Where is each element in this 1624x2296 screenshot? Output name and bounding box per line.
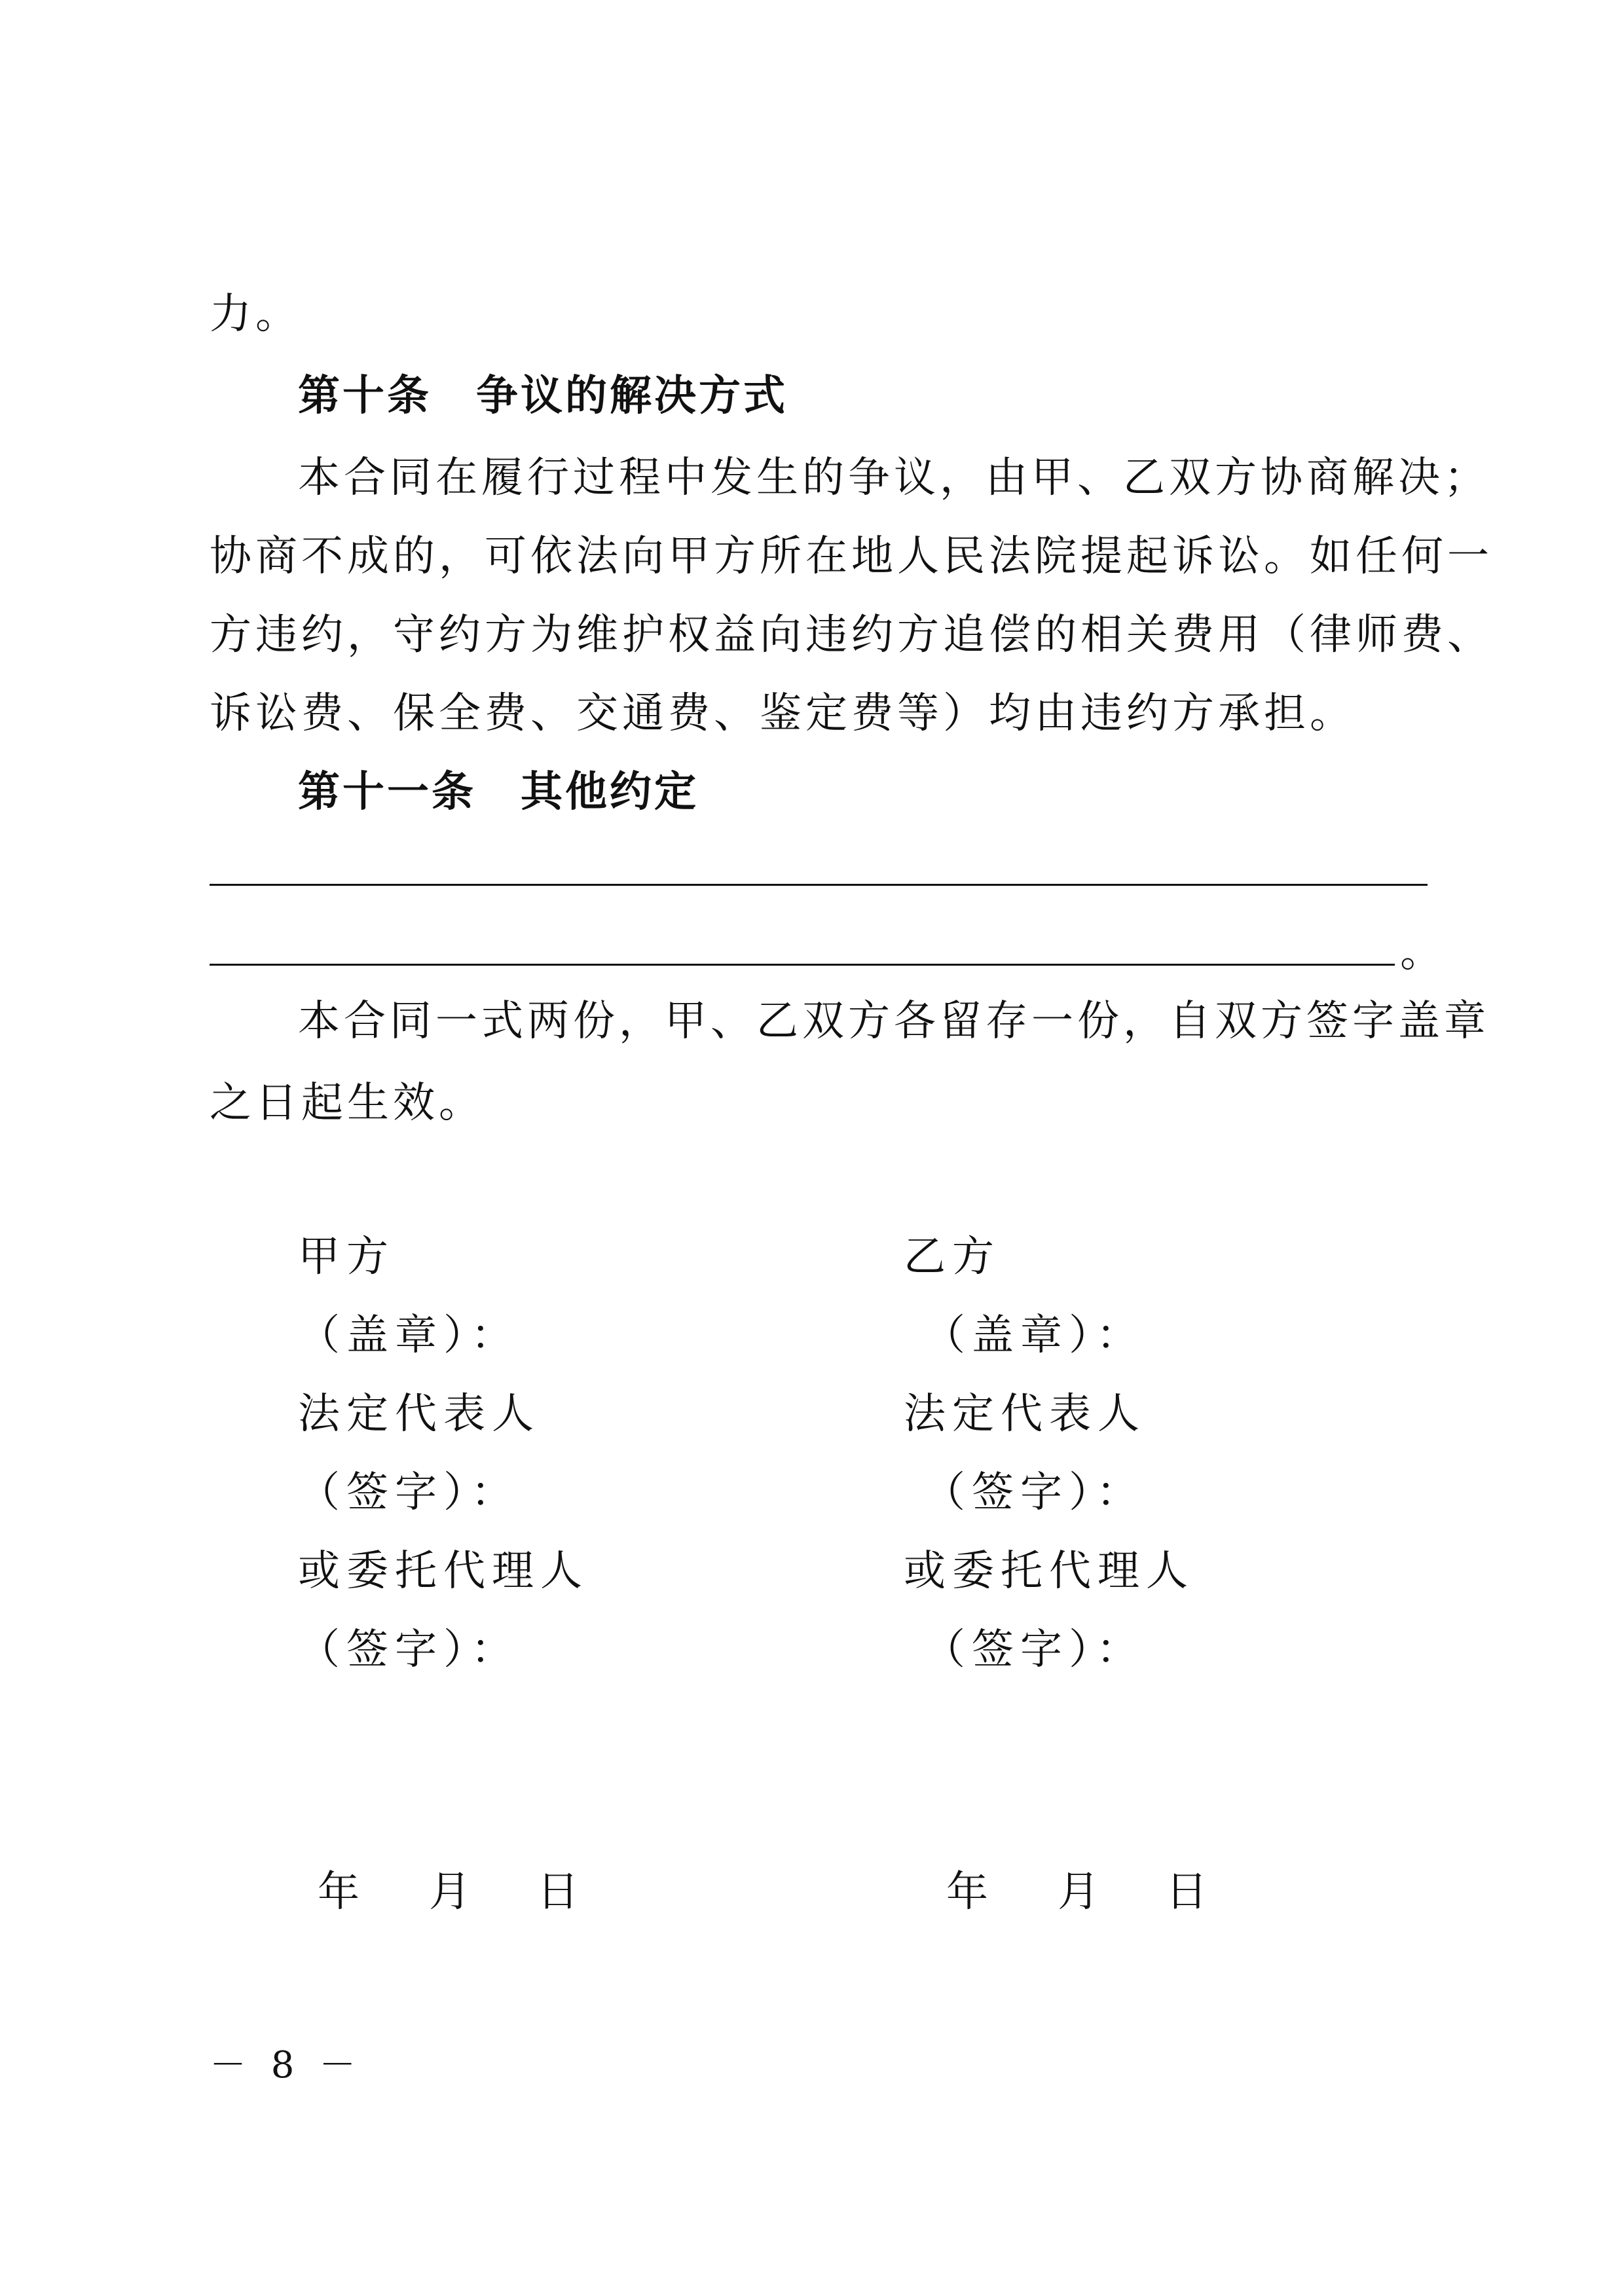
party-b-agent-sign-label: （签字）： bbox=[923, 1626, 1145, 1674]
party-a-agent-label: 或委托代理人 bbox=[298, 1547, 589, 1595]
article-10-line-1: 本合同在履行过程中发生的争议，由甲、乙双方协商解决； bbox=[298, 454, 1490, 502]
party-b-legal-rep-label: 法定代表人 bbox=[904, 1390, 1146, 1438]
party-a-legal-rep-sign-label: （签字）： bbox=[298, 1468, 519, 1517]
continuation-text: 力。 bbox=[210, 290, 301, 338]
party-b-date-day: 日 bbox=[1166, 1868, 1214, 1916]
effect-line-2: 之日起生效。 bbox=[210, 1079, 485, 1127]
party-a-title: 甲方 bbox=[298, 1233, 395, 1281]
party-a-date-day: 日 bbox=[537, 1868, 585, 1916]
article-11-heading: 第十一条 其他约定 bbox=[298, 768, 699, 816]
party-a-agent-sign-label: （签字）： bbox=[298, 1626, 519, 1674]
party-b-title: 乙方 bbox=[904, 1233, 1001, 1281]
party-b-seal-label: （盖章）： bbox=[923, 1311, 1145, 1360]
fill-in-line-2 bbox=[210, 964, 1395, 966]
party-b-agent-label: 或委托代理人 bbox=[904, 1547, 1194, 1595]
party-a-legal-rep-label: 法定代表人 bbox=[298, 1390, 540, 1438]
page-number: － 8 － bbox=[210, 2044, 363, 2086]
party-b-date-month: 月 bbox=[1058, 1868, 1106, 1916]
party-a-date-year: 年 bbox=[318, 1868, 366, 1916]
party-b-legal-rep-sign-label: （签字）： bbox=[923, 1468, 1145, 1517]
party-a-date-month: 月 bbox=[429, 1868, 477, 1916]
party-a-seal-label: （盖章）： bbox=[298, 1311, 519, 1360]
article-10-line-4: 诉讼费、保全费、交通费、鉴定费等）均由违约方承担。 bbox=[210, 689, 1356, 738]
effect-line-1: 本合同一式两份，甲、乙双方各留存一份，自双方签字盖章 bbox=[298, 997, 1490, 1046]
party-b-date-year: 年 bbox=[946, 1868, 995, 1916]
article-10-line-2: 协商不成的，可依法向甲方所在地人民法院提起诉讼。如任何一 bbox=[210, 532, 1493, 581]
article-10-heading: 第十条 争议的解决方式 bbox=[298, 372, 788, 420]
fill-in-end-period: 。 bbox=[1400, 928, 1442, 977]
fill-in-line-1 bbox=[210, 884, 1428, 886]
article-10-line-3: 方违约，守约方为维护权益向违约方追偿的相关费用（律师费、 bbox=[210, 611, 1493, 659]
